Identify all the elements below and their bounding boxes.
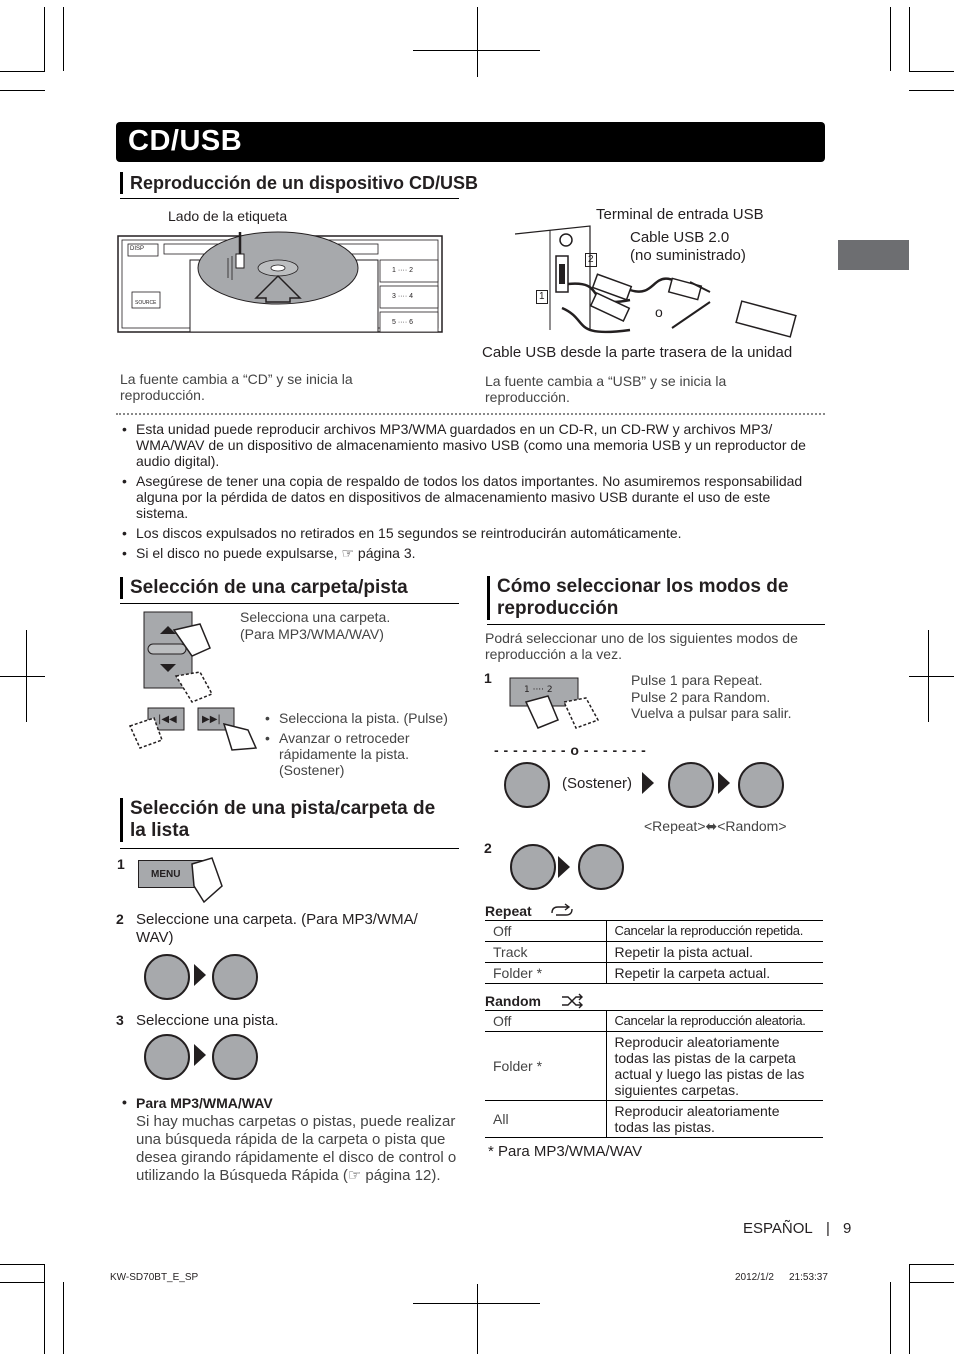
track-bullets <box>263 710 459 782</box>
print-date: 2012/1/2 <box>735 1272 774 1283</box>
footer-language: ESPAÑOL <box>743 1220 813 1237</box>
table-row <box>485 1101 823 1138</box>
heading-underline <box>120 198 459 199</box>
mode-cell: Track <box>485 942 606 963</box>
crop-mark <box>928 630 929 722</box>
page-title: CD/USB <box>128 125 243 157</box>
mode-cell: Folder * <box>485 1032 606 1101</box>
crop-mark <box>477 7 478 77</box>
callout-2: 2 <box>585 253 597 267</box>
footer-separator: | <box>826 1220 830 1237</box>
crop-mark <box>63 1282 64 1354</box>
desc-cell: Repetir la pista actual. <box>606 942 823 963</box>
crop-mark <box>909 90 954 91</box>
crop-mark <box>909 676 954 677</box>
table-row <box>485 942 823 963</box>
section-heading-list-select: Selección de una pista/carpeta de la lista <box>120 798 450 842</box>
repeat-title: Repeat <box>485 903 532 919</box>
crop-mark <box>0 1282 45 1283</box>
mode-cell: Off <box>485 1011 606 1032</box>
note-item: • Los discos expulsados no retirados en 15 segundos se reintroducirán automáticamente. <box>120 525 825 541</box>
random-icon <box>560 993 584 1009</box>
usb-cable-label: Cable USB 2.0 <box>630 229 730 246</box>
hold-label: (Sostener) <box>562 775 633 792</box>
folder-buttons-illustration <box>130 610 240 705</box>
usb-rear-label: Cable USB desde la parte trasera de la unidad <box>482 344 793 361</box>
usb-terminal-label: Terminal de entrada USB <box>596 206 764 223</box>
note-item: • Esta unidad puede reproducir archivos MP3/WMA guardados en un CD-R, un CD-RW y archivos MP3/ WMA/WAV de un dispositivo de almacenamiento masivo USB (como una memoria USB y un reproductor de audio digital). <box>120 421 825 469</box>
random-title: Random <box>485 993 541 1009</box>
page-number: 9 <box>843 1220 852 1237</box>
crop-mark <box>0 1264 45 1265</box>
print-code: KW-SD70BT_E_SP <box>110 1272 199 1283</box>
step-number: 2 <box>484 840 492 856</box>
arrow-right-icon <box>194 1044 206 1066</box>
note-item: • Asegúrese de tener una copia de respaldo de todos los datos importantes. No asumiremos responsabilidad alguna por la pérdida de datos en dispositivos de almacenamiento masivo USB durante el uso de este sistema. <box>120 473 825 521</box>
control-dial-icon <box>212 954 258 1000</box>
section-heading-play-modes: Cómo seleccionar los modos de reproducción <box>487 576 827 620</box>
divider-dotted <box>116 413 825 415</box>
crop-mark <box>0 90 45 91</box>
preset-5-6: 5 ···· 6 <box>392 319 413 326</box>
crop-mark <box>909 71 954 72</box>
heading-underline <box>487 624 825 625</box>
svg-text:1 ···· 2: 1 ···· 2 <box>524 685 553 695</box>
track-bullet: • Avanzar o retroceder rápidamente la pista. (Sostener) <box>263 730 459 778</box>
print-time: 21:53:37 <box>789 1272 828 1283</box>
crop-mark <box>44 7 45 71</box>
control-dial-icon <box>668 762 714 808</box>
arrow-right-icon <box>194 964 206 986</box>
mode-cell: All <box>485 1101 606 1138</box>
repeat-table <box>485 920 823 984</box>
control-dial-icon <box>144 1034 190 1080</box>
footnote: * Para MP3/WMA/WAV <box>488 1143 643 1160</box>
step-number: 1 <box>117 856 125 872</box>
menu-button-label: MENU <box>151 869 181 880</box>
desc-cell: Cancelar la reproducción aleatoria. <box>606 1011 823 1032</box>
track-bullet: • Selecciona la pista. (Pulse) <box>263 710 459 726</box>
crop-mark <box>909 1264 954 1265</box>
crop-mark <box>63 7 64 71</box>
or-divider: - - - - - - - - o - - - - - - - <box>494 742 647 758</box>
control-dial-icon <box>738 762 784 808</box>
table-row <box>485 921 823 942</box>
step1-line: Pulse 1 para Repeat. <box>631 672 763 688</box>
step3-text: Seleccione una pista. <box>136 1012 279 1029</box>
step-number: 2 <box>116 911 124 927</box>
heading-underline <box>120 848 459 849</box>
arrow-right-icon <box>558 856 570 878</box>
crop-mark <box>909 1282 954 1283</box>
desc-cell: Repetir la carpeta actual. <box>606 963 823 984</box>
control-dial-icon <box>504 762 550 808</box>
table-row <box>485 963 823 984</box>
title-bar <box>116 122 825 162</box>
note-item: • Si el disco no puede expulsarse, ☞ página 3. <box>120 545 825 561</box>
notes-list <box>120 421 825 565</box>
heading-underline <box>120 603 459 604</box>
crop-mark <box>909 7 910 71</box>
table-row <box>485 1011 823 1032</box>
section-heading-cdusb: Reproducción de un dispositivo CD/USB <box>120 172 478 194</box>
label-side-text: Lado de la etiqueta <box>168 208 288 224</box>
note-title: Para MP3/WMA/WAV <box>136 1095 273 1111</box>
crop-mark <box>477 1284 478 1354</box>
repeat-icon <box>548 903 576 919</box>
crop-mark <box>890 1282 891 1354</box>
callout-1: 1 <box>536 290 548 304</box>
cd-player-illustration <box>116 226 446 346</box>
control-dial-icon <box>212 1034 258 1080</box>
random-table <box>485 1010 823 1138</box>
repeat-random-toggle: <Repeat>⬌<Random> <box>644 818 787 834</box>
hand-icon <box>186 856 226 906</box>
arrow-right-icon <box>642 772 654 794</box>
folder-select-note: (Para MP3/WMA/WAV) <box>240 626 384 642</box>
step1-line: Vuelva a pulsar para salir. <box>631 705 792 721</box>
mode-cell: Off <box>485 921 606 942</box>
arrow-right-icon <box>718 772 730 794</box>
desc-cell: Cancelar la reproducción repetida. <box>606 921 823 942</box>
crop-mark <box>909 1264 910 1354</box>
svg-text:|◀◀: |◀◀ <box>158 714 177 725</box>
step-number: 3 <box>116 1012 124 1028</box>
control-dial-icon <box>510 844 556 890</box>
preset-3-4: 3 ···· 4 <box>392 293 413 300</box>
preset-buttons-illustration <box>508 676 602 732</box>
play-modes-intro: Podrá seleccionar uno de los siguientes modos de reproducción a la vez. <box>485 630 798 662</box>
crop-mark <box>44 1264 45 1354</box>
mode-cell: Folder * <box>485 963 606 984</box>
source-label: SOURCE <box>135 300 157 306</box>
section-heading-folder-track: Selección de una carpeta/pista <box>120 577 408 599</box>
language-tab <box>838 240 909 270</box>
desc-cell: Reproducir aleatoriamente todas las pistas de la carpeta actual y luego las pistas de las siguientes carpetas. <box>606 1032 823 1101</box>
caption-usb: La fuente cambia a “USB” y se inicia la reproducción. <box>485 373 727 405</box>
note-bullet: • <box>122 1094 127 1110</box>
usb-cable-note: (no suministrado) <box>630 247 746 264</box>
note-text: Si hay muchas carpetas o pistas, puede realizar una búsqueda rápida de la carpeta o pista que desea girando rápidamente el disco de control o utilizando la Búsqueda Rápida (☞ página 12). <box>136 1113 457 1184</box>
control-dial-icon <box>578 844 624 890</box>
step-number: 1 <box>484 670 492 686</box>
control-dial-icon <box>144 954 190 1000</box>
desc-cell: Reproducir aleatoriamente todas las pistas. <box>606 1101 823 1138</box>
folder-select-text: Selecciona una carpeta. <box>240 609 391 625</box>
table-row <box>485 1032 823 1101</box>
crop-mark <box>26 630 27 722</box>
track-buttons-illustration <box>126 704 260 754</box>
or-label: o <box>655 304 663 320</box>
disp-label: DISP <box>130 246 145 252</box>
crop-mark <box>0 71 45 72</box>
preset-1-2: 1 ···· 2 <box>392 267 413 274</box>
svg-text:▶▶|: ▶▶| <box>202 714 221 725</box>
step2-text: Seleccione una carpeta. (Para MP3/WMA/ WAV) <box>136 911 418 946</box>
crop-mark <box>890 7 891 71</box>
crop-mark <box>0 676 45 677</box>
step1-line: Pulse 2 para Random. <box>631 689 771 705</box>
caption-cd: La fuente cambia a “CD” y se inicia la reproducción. <box>120 371 353 403</box>
